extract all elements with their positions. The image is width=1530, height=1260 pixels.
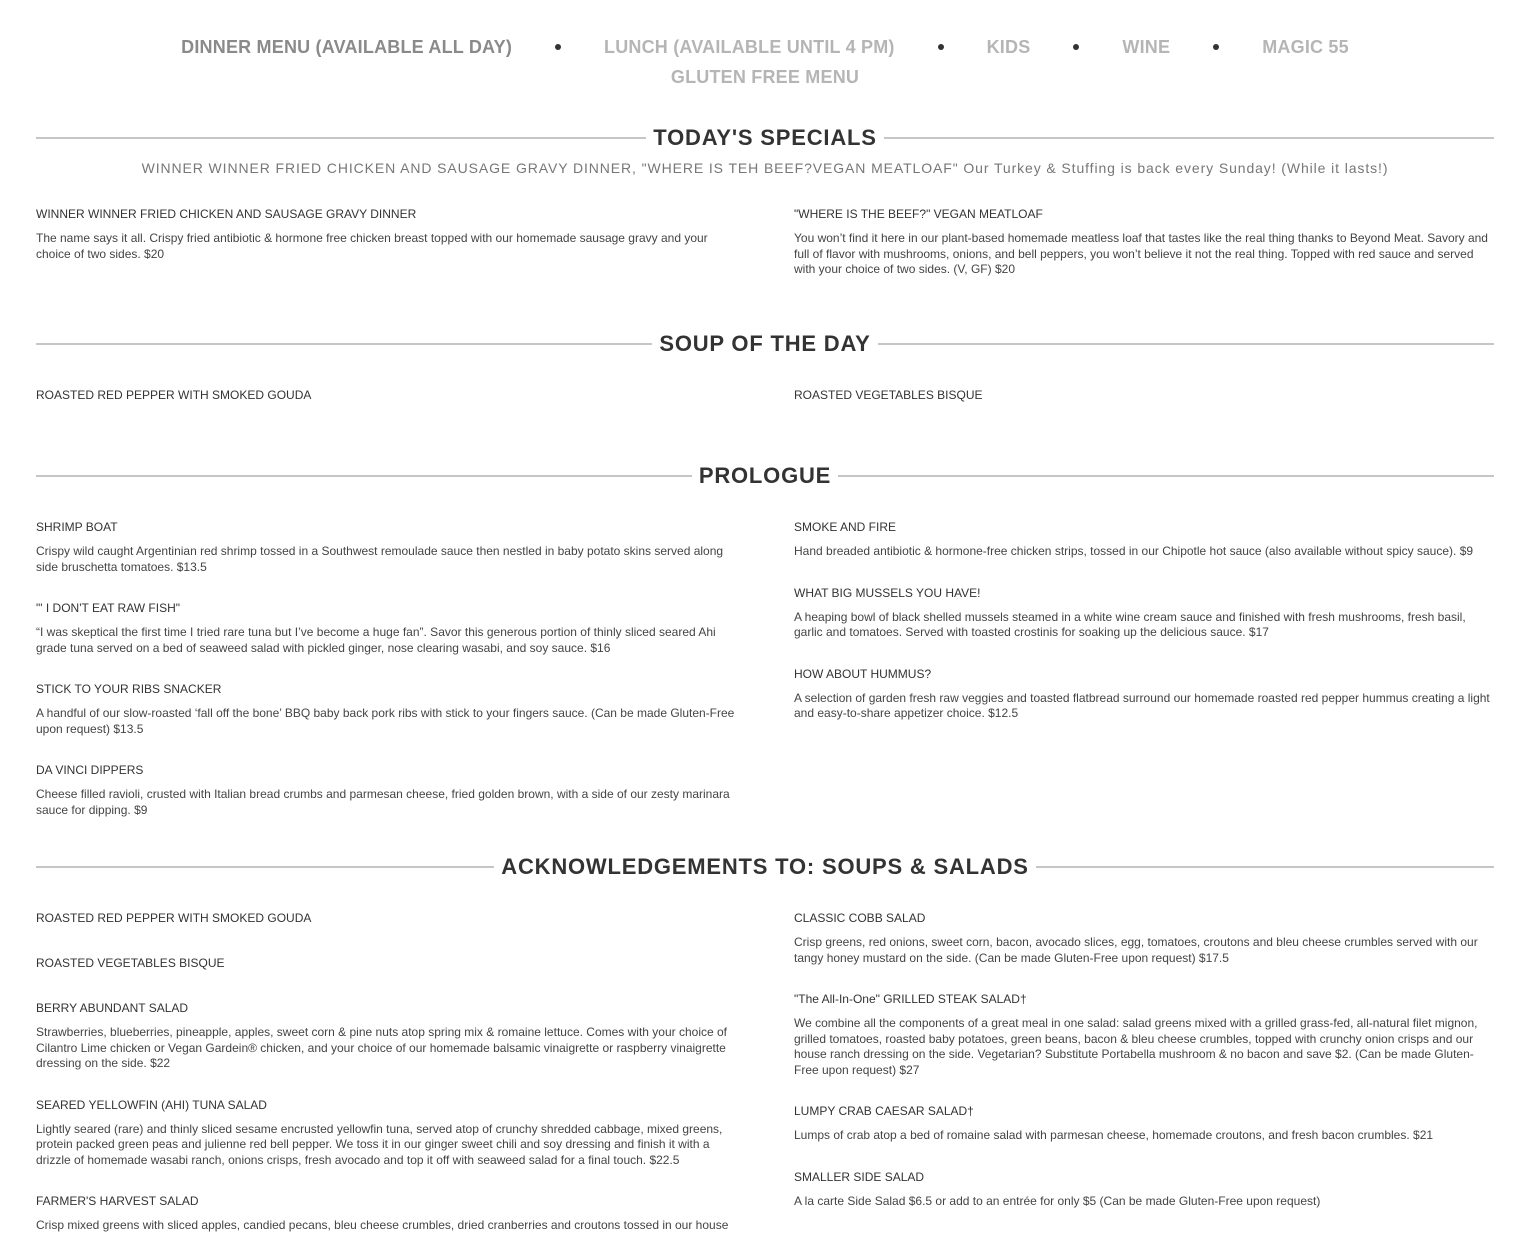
nav-gluten-free-menu[interactable]: GLUTEN FREE MENU xyxy=(670,67,860,87)
menu-item-title: STICK TO YOUR RIBS SNACKER xyxy=(36,682,222,696)
menu-item xyxy=(794,520,1494,560)
menu-item-description: You won’t find it here in our plant-based homemade meatless loaf that tastes like the real thing thanks to Beyond Meat. Savory and full of flavor with mushrooms, onions, and bell peppers, you won’t believe it not the real thing. Topped with red sauce and served with your choice of two sides. (V, GF) $20 xyxy=(794,231,1488,276)
section-prologue xyxy=(36,463,1494,817)
menu-item-description: Crisp mixed greens with sliced apples, candied pecans, bleu cheese crumbles, dried cranberries and croutons tossed in our house xyxy=(36,1218,729,1232)
nav-separator-dot xyxy=(555,44,561,50)
divider-line xyxy=(838,475,1494,477)
menu-item-title: SMALLER SIDE SALAD xyxy=(794,1169,925,1184)
menu-item-description: Lightly seared (rare) and thinly sliced sesame encrusted yellowfin tuna, served atop of crunchy shredded cabbage, mixed greens, protein packed green peas and julienne red bell pepper. We toss it in our ginger sweet chili and soy dressing and finish it with a drizzle of homemade wasabi ranch, onions crisps, fresh avocado and top it off with seaweed salad for a final touch. $22.5 xyxy=(36,1121,723,1167)
section-header xyxy=(36,854,1494,880)
divider-line xyxy=(36,137,646,139)
menu-item xyxy=(794,586,1494,641)
menu-item-title: DA VINCI DIPPERS xyxy=(36,763,144,777)
menu-item xyxy=(36,207,736,262)
menu-item-description: We combine all the components of a great meal in one salad: salad greens mixed with a grilled grass-fed, all-natural filet mignon, grilled tomatoes, roasted baby potatoes, green beans, bacon & bleu cheese crumbles, topped with crunchy onion crisps and our house ranch dressing on the side. Vegetarian? Substitute Portabella mushroom & no bacon and save $2. (Can be made Gluten-Free upon request) $27 xyxy=(794,1016,1478,1077)
menu-item xyxy=(36,956,736,971)
menu-item-title: ROASTED VEGETABLES BISQUE xyxy=(794,388,983,402)
nav-separator-dot xyxy=(1073,44,1079,50)
nav-separator-dot xyxy=(938,44,944,50)
menu-item xyxy=(36,1194,736,1234)
section-soups-and-salads xyxy=(36,854,1494,1232)
menu-column-left xyxy=(36,207,736,288)
menu-item-title: HOW ABOUT HUMMUS? xyxy=(794,666,932,681)
divider-line xyxy=(36,475,692,477)
menu-item-title: WINNER WINNER FRIED CHICKEN AND SAUSAGE GRAVY DINNER xyxy=(36,207,417,221)
menu-column-right xyxy=(794,911,1494,1235)
nav-lunch-menu[interactable]: LUNCH (AVAILABLE UNTIL 4 PM) xyxy=(604,36,895,57)
menu-item-description: Lumps of crab atop a bed of romaine salad with parmesan cheese, homemade croutons, and fresh bacon crumbles. $21 xyxy=(794,1128,1434,1142)
menu-item xyxy=(36,601,736,656)
menu-column-left xyxy=(36,911,736,1260)
menu-item-title: "The All-In-One" GRILLED STEAK SALAD† xyxy=(794,992,1027,1006)
menu-item-description: Cheese filled ravioli, crusted with Italian bread crumbs and parmesan cheese, fried golden brown, with a side of our zesty marinara sauce for dipping. $9 xyxy=(36,787,730,817)
divider-line xyxy=(36,866,494,868)
menu-item xyxy=(36,1098,736,1169)
menu-item-title: SHRIMP BOAT xyxy=(36,520,118,534)
menu-column-right xyxy=(794,388,1494,433)
menu-item xyxy=(794,1170,1494,1210)
menu-item xyxy=(794,911,1494,966)
menu-item xyxy=(36,520,736,575)
menu-item xyxy=(36,682,736,737)
nav-wine-menu[interactable]: WINE xyxy=(1122,36,1171,57)
section-title: TODAY'S SPECIALS xyxy=(653,125,877,150)
section-header xyxy=(36,331,1494,357)
menu-item-title: "' I DON'T EAT RAW FISH" xyxy=(36,601,180,615)
menu-nav-row-2 xyxy=(0,67,1530,88)
menu-item-description: Crisp greens, red onions, sweet corn, bacon, avocado slices, egg, tomatoes, croutons and bleu cheese crumbles served with our tangy honey mustard on the side. (Can be made Gluten-Free upon request) $17.5 xyxy=(794,935,1478,965)
menu-item xyxy=(794,388,1494,403)
menu-column-right xyxy=(794,520,1494,748)
menu-item-description: Crispy wild caught Argentinian red shrimp tossed in a Southwest remoulade sauce then nestled in baby potato skins served along side bruschetta tomatoes. $13.5 xyxy=(36,544,724,574)
menu-item xyxy=(794,207,1494,278)
section-todays-specials xyxy=(36,125,1494,276)
menu-item xyxy=(36,1001,736,1072)
menu-item-description: A la carte Side Salad $6.5 or add to an entrée for only $5 (Can be made Gluten-Free upon request) xyxy=(794,1193,1321,1208)
section-title: ACKNOWLEDGEMENTS TO: SOUPS & SALADS xyxy=(501,854,1029,879)
menu-nav-row xyxy=(0,34,1530,60)
menu-item-description: A handful of our slow-roasted ‘fall off the bone’ BBQ baby back pork ribs with stick to your fingers sauce. (Can be made Gluten-Free upon request) $13.5 xyxy=(36,706,735,736)
section-soup-of-the-day xyxy=(36,331,1494,402)
nav-dinner-menu[interactable]: DINNER MENU (AVAILABLE ALL DAY) xyxy=(181,36,513,57)
menu-item-title: BERRY ABUNDANT SALAD xyxy=(36,1001,189,1015)
specials-summary: WINNER WINNER FRIED CHICKEN AND SAUSAGE GRAVY DINNER, "WHERE IS TEH BEEF?VEGAN MEATLOAF" Our Turkey & Stuffing is back every Sunday! (While it lasts!) xyxy=(141,160,1389,176)
menu-item-title: FARMER'S HARVEST SALAD xyxy=(36,1194,199,1208)
menu-item xyxy=(794,1104,1494,1144)
menu-column-left xyxy=(36,520,736,844)
nav-separator-dot xyxy=(1213,44,1219,50)
menu-item-title: ROASTED VEGETABLES BISQUE xyxy=(36,956,225,970)
menu-item xyxy=(794,667,1494,722)
divider-line xyxy=(1036,866,1494,868)
menu-item-description: A heaping bowl of black shelled mussels steamed in a white wine cream sauce and finished with fresh mushrooms, fresh basil, garlic and tomatoes. Served with toasted crostinis for soaking up the delicious sauce. $17 xyxy=(794,609,1466,639)
divider-line xyxy=(884,137,1494,139)
menu-item-description: Hand breaded antibiotic & hormone-free chicken strips, tossed in our Chipotle hot sauce (also available without spicy sauce). $9 xyxy=(794,544,1474,558)
menu-item xyxy=(794,992,1494,1078)
menu-item xyxy=(36,388,736,403)
divider-line xyxy=(878,343,1494,345)
menu-item-title: WHAT BIG MUSSELS YOU HAVE! xyxy=(794,585,981,600)
section-title: PROLOGUE xyxy=(698,463,832,488)
section-header xyxy=(36,463,1494,489)
menu-item-title: SEARED YELLOWFIN (AHI) TUNA SALAD xyxy=(36,1097,267,1112)
menu-item-title: LUMPY CRAB CAESAR SALAD† xyxy=(794,1104,974,1118)
menu-item xyxy=(36,763,736,818)
menu-item-description: The name says it all. Crispy fried antibiotic & hormone free chicken breast topped with our homemade sausage gravy and your choice of two sides. $20 xyxy=(36,231,708,261)
menu-item xyxy=(36,911,736,926)
section-title: SOUP OF THE DAY xyxy=(659,331,871,356)
menu-column-left xyxy=(36,388,736,433)
menu-item-title: ROASTED RED PEPPER WITH SMOKED GOUDA xyxy=(36,388,312,402)
menu-item-title: SMOKE AND FIRE xyxy=(794,520,897,534)
menu-item-title: ROASTED RED PEPPER WITH SMOKED GOUDA xyxy=(36,911,312,925)
menu-item-description: Strawberries, blueberries, pineapple, apples, sweet corn & pine nuts atop spring mix & romaine lettuce. Comes with your choice of Cilantro Lime chicken or Vegan Gardein® chicken, and your choice of our homemade balsamic vinaigrette or raspberry vinaigrette dressing on the side. $22 xyxy=(36,1025,728,1070)
nav-kids-menu[interactable]: KIDS xyxy=(986,36,1031,57)
menu-nav xyxy=(0,0,1530,110)
menu-item-description: A selection of garden fresh raw veggies and toasted flatbread surround our homemade roasted red pepper hummus creating a light and easy-to-share appetizer choice. $12.5 xyxy=(794,690,1490,720)
menu-item-description: “I was skeptical the first time I tried rare tuna but I’ve become a huge fan”. Savor this generous portion of thinly sliced seared Ahi grade tuna served on a bed of seaweed salad with pickled ginger, nose clearing wasabi, and soy sauce. $16 xyxy=(36,625,716,655)
menu-item-title: CLASSIC COBB SALAD xyxy=(794,911,926,925)
nav-magic-55[interactable]: MAGIC 55 xyxy=(1262,36,1349,57)
section-header xyxy=(36,125,1494,151)
divider-line xyxy=(36,343,652,345)
menu-item-title: "WHERE IS THE BEEF?" VEGAN MEATLOAF xyxy=(794,207,1043,221)
menu-column-right xyxy=(794,207,1494,304)
